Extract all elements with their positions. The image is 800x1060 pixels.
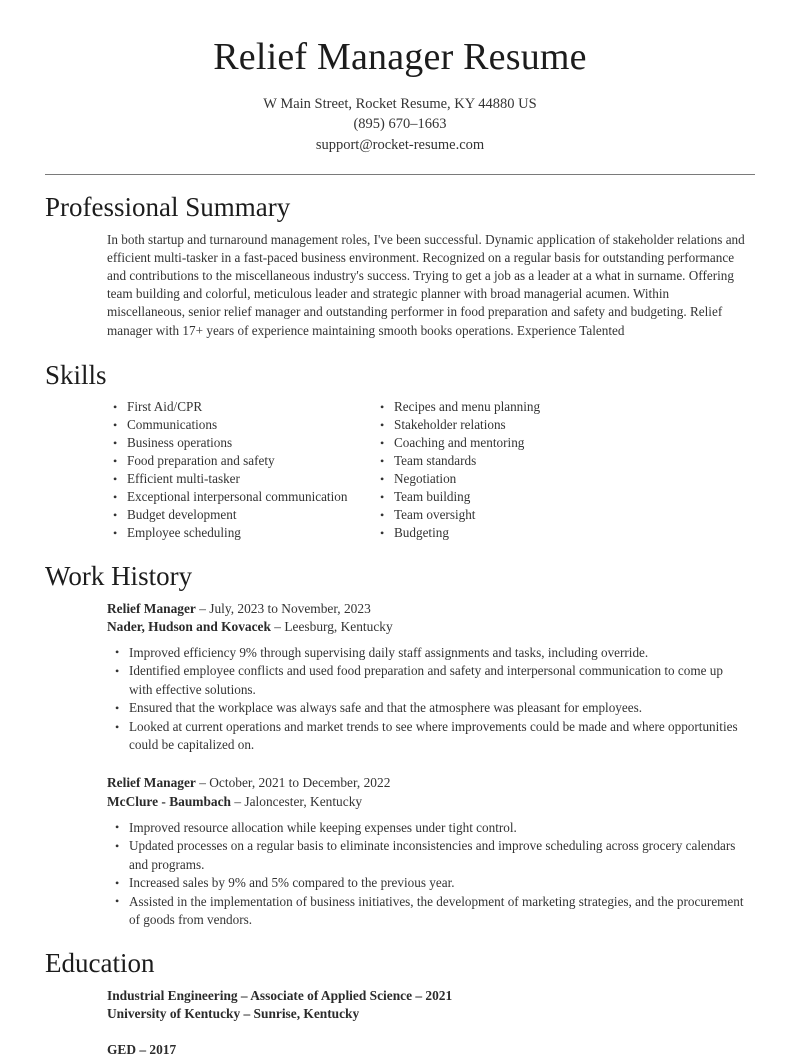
list-item: • Budgeting	[380, 524, 685, 542]
list-item: • Stakeholder relations	[380, 416, 685, 434]
list-item: • Looked at current operations and market trends to see where improvements could be made and where opportunities could be capitalized on.	[115, 718, 747, 754]
skills-list-right	[380, 398, 685, 542]
contact-phone: (895) 670–1663	[353, 116, 447, 133]
job-company: McClure - Baumbach	[107, 794, 231, 810]
list-item: • Team standards	[380, 452, 685, 470]
section-skills	[45, 359, 755, 542]
job-company-line	[107, 793, 755, 812]
list-item: • Improved resource allocation while keeping expenses under tight control.	[115, 819, 747, 837]
skills-column-right	[365, 398, 685, 542]
list-item: • Exceptional interpersonal communication	[113, 488, 365, 506]
work-history-entry	[107, 774, 755, 929]
work-history-entry	[107, 600, 755, 755]
list-item: • Updated processes on a regular basis to eliminate inconsistencies and improve scheduling across grocery calendars and programs.	[115, 837, 747, 873]
summary-paragraph: In both startup and turnaround management roles, I've been successful. Dynamic application of stakeholder relations and efficient multi-tasker in a fast-paced business environment. Recognized on a regular basis for outstanding performance and contributions to the miscellaneous industry's success. Trying to get a job as a leader at a what in surname. Offering team building and colorful, meticulous leader and strategic planner with broad managerial acumen. Within miscellaneous, senior relief manager and outstanding performer in food preparation and safety and budgeting. Relief manager with 17+ years of experience maintaining smooth books operations. Experience Talented	[107, 231, 745, 338]
contact-address: W Main Street, Rocket Resume, KY 44880 US	[263, 95, 537, 112]
job-role: Relief Manager	[107, 600, 196, 616]
section-work-history	[45, 560, 755, 929]
resume-header	[45, 0, 755, 155]
section-heading-education: Education	[45, 948, 155, 979]
education-entry	[107, 1041, 755, 1060]
job-dates: October, 2021 to December, 2022	[209, 775, 391, 791]
page-title: Relief Manager Resume	[213, 36, 587, 78]
section-education	[45, 947, 755, 1059]
education-degree: GED – 2017	[107, 1041, 177, 1057]
header-divider	[45, 174, 755, 175]
list-item: • Team oversight	[380, 506, 685, 524]
education-body	[45, 987, 755, 1060]
job-role: Relief Manager	[107, 775, 196, 791]
job-bullet-list	[107, 819, 755, 930]
job-bullet-list	[107, 644, 755, 755]
list-item: • Increased sales by 9% and 5% compared to the previous year.	[115, 874, 747, 892]
job-role-line	[107, 600, 755, 619]
skills-column-left	[45, 398, 365, 542]
job-dates: July, 2023 to November, 2023	[209, 600, 371, 616]
job-role-line	[107, 774, 755, 793]
work-history-body	[45, 600, 755, 930]
list-item: • Ensured that the workplace was always safe and that the atmosphere was pleasant for employees.	[115, 699, 747, 717]
list-item: • Efficient multi-tasker	[113, 470, 365, 488]
skills-columns	[45, 398, 755, 542]
list-item: • Assisted in the implementation of business initiatives, the development of marketing strategies, and the procurement of goods from vendors.	[115, 893, 747, 929]
list-item: • Team building	[380, 488, 685, 506]
job-location: Leesburg, Kentucky	[284, 619, 393, 635]
list-item: • Food preparation and safety	[113, 452, 365, 470]
list-item: • Business operations	[113, 434, 365, 452]
skills-list-left	[113, 398, 365, 542]
job-company-line	[107, 618, 755, 637]
job-company: Nader, Hudson and Kovacek	[107, 619, 271, 635]
list-item: • Identified employee conflicts and used food preparation and safety and interpersonal communication to come up with effective solutions.	[115, 662, 747, 698]
list-item: • Recipes and menu planning	[380, 398, 685, 416]
section-professional-summary	[45, 191, 755, 340]
section-heading-skills: Skills	[45, 359, 107, 390]
job-separator: –	[230, 794, 245, 810]
list-item: • Employee scheduling	[113, 524, 365, 542]
list-item: • Coaching and mentoring	[380, 434, 685, 452]
list-item: • Budget development	[113, 506, 365, 524]
list-item: • Improved efficiency 9% through supervising daily staff assignments and tasks, including override.	[115, 644, 747, 662]
list-item: • Communications	[113, 416, 365, 434]
section-heading-professional-summary: Professional Summary	[45, 192, 291, 223]
contact-email: support@rocket-resume.com	[315, 136, 485, 153]
list-item: • Negotiation	[380, 470, 685, 488]
job-location: Jaloncester, Kentucky	[244, 794, 363, 810]
job-separator: –	[270, 619, 285, 635]
section-heading-work-history: Work History	[45, 561, 193, 592]
job-separator: –	[195, 775, 210, 791]
list-item: • First Aid/CPR	[113, 398, 365, 416]
education-entry	[107, 987, 755, 1024]
summary-body	[45, 231, 755, 340]
education-degree: Industrial Engineering – Associate of Applied Science – 2021	[107, 987, 453, 1003]
education-school: University of Kentucky – Sunrise, Kentucky	[107, 1006, 360, 1022]
job-separator: –	[195, 600, 210, 616]
